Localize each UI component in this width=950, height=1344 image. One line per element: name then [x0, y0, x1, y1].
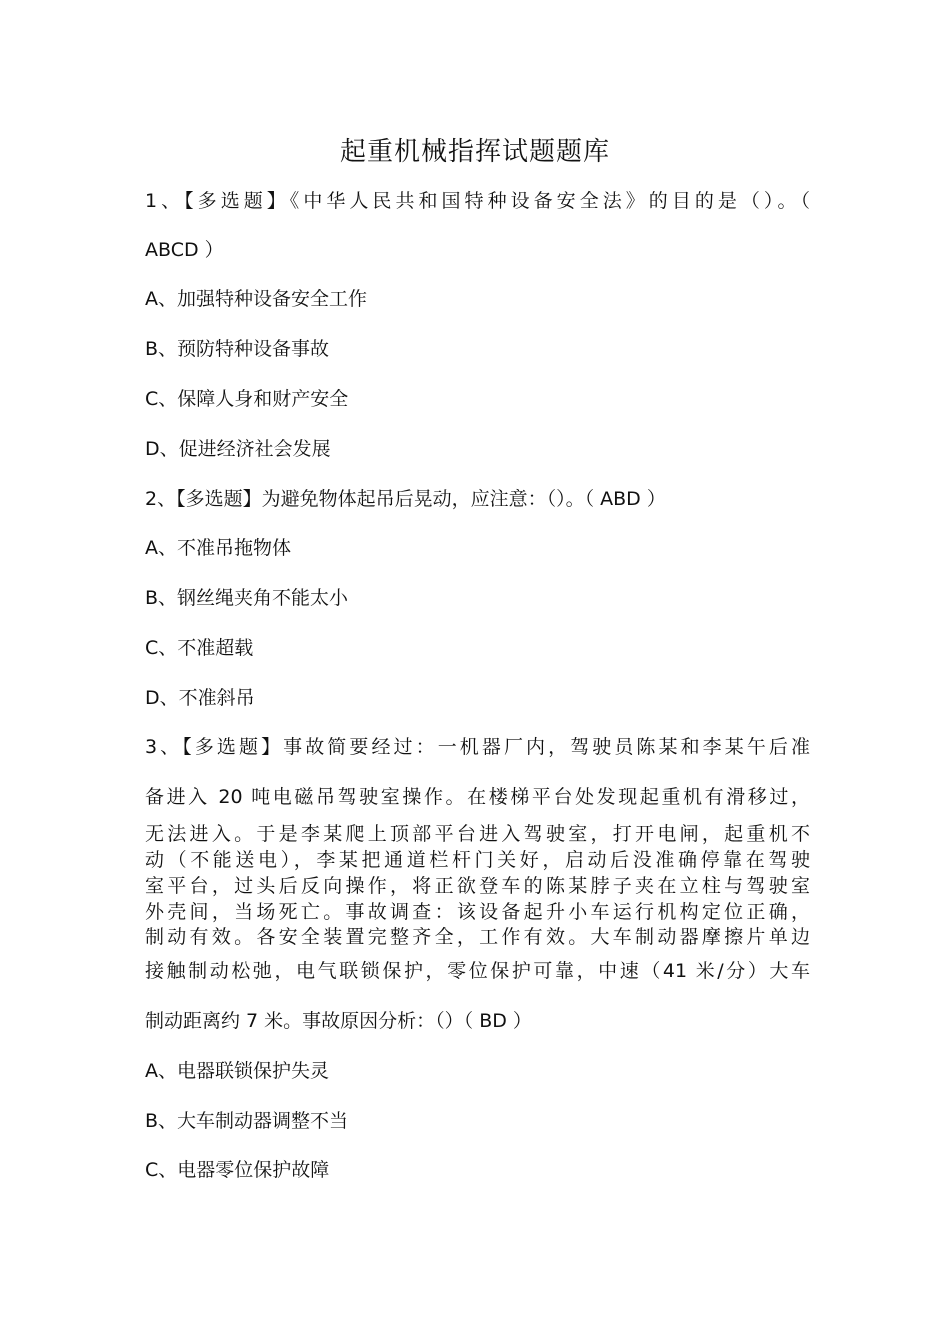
q3-option-a: A、电器联锁保护失灵 — [145, 1060, 329, 1082]
q3-stem-line-4: 动（不能送电），李某把通道栏杆门关好，启动后没准确停靠在驾驶 — [145, 849, 810, 871]
q3-stem-line-5: 室平台，过头后反向操作，将正欲登车的陈某脖子夹在立柱与驾驶室 — [145, 875, 810, 897]
q2-option-a: A、不准吊拖物体 — [145, 537, 291, 559]
q1-option-d: D、促进经济社会发展 — [145, 438, 331, 460]
q3-stem-line-8: 接触制动松弛，电气联锁保护，零位保护可靠，中速（41 米/分）大车 — [145, 960, 810, 982]
q2-option-d: D、不准斜吊 — [145, 687, 255, 709]
q1-stem-line-2: ABCD ） — [145, 239, 224, 261]
q1-stem-line-1: 1、【多选题】《中华人民共和国特种设备安全法》的目的是（）。（ — [145, 190, 810, 212]
q3-stem-line-3: 无法进入。于是李某爬上顶部平台进入驾驶室，打开电闸，起重机不 — [145, 823, 810, 845]
q2-stem: 2、【多选题】为避免物体起吊后晃动，应注意：（）。（ ABD ） — [145, 488, 666, 510]
q2-option-c: C、不准超载 — [145, 637, 254, 659]
q3-stem-line-1: 3、【多选题】事故简要经过：一机器厂内，驾驶员陈某和李某午后准 — [145, 736, 810, 758]
q3-stem-line-9: 制动距离约 7 米。事故原因分析：（）（ BD ） — [145, 1010, 532, 1032]
q2-option-b: B、钢丝绳夹角不能太小 — [145, 587, 349, 609]
q3-stem-line-2: 备进入 20 吨电磁吊驾驶室操作。在楼梯平台处发现起重机有滑移过， — [145, 786, 810, 808]
q3-option-c: C、电器零位保护故障 — [145, 1159, 330, 1181]
q3-stem-line-6: 外壳间，当场死亡。事故调查：该设备起升小车运行机构定位正确， — [145, 901, 810, 923]
q3-option-b: B、大车制动器调整不当 — [145, 1110, 349, 1132]
q1-option-c: C、保障人身和财产安全 — [145, 388, 349, 410]
q3-stem-line-7: 制动有效。各安全装置完整齐全，工作有效。大车制动器摩擦片单边 — [145, 926, 810, 948]
q1-option-a: A、加强特种设备安全工作 — [145, 288, 367, 310]
document-title: 起重机械指挥试题题库 — [339, 137, 610, 167]
q1-option-b: B、预防特种设备事故 — [145, 338, 330, 360]
